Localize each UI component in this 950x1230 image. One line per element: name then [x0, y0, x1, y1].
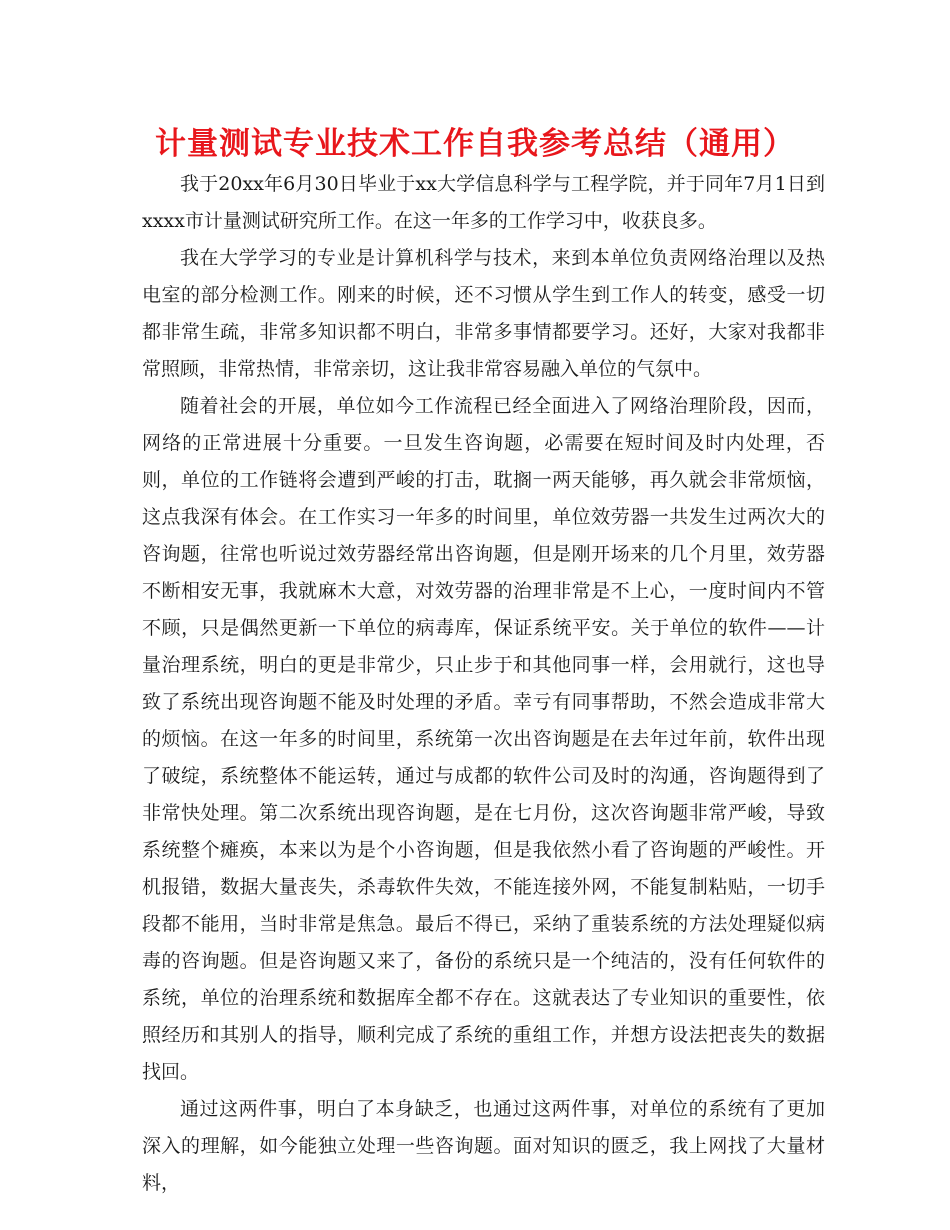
paragraph: 随着社会的开展，单位如今工作流程已经全面进入了网络治理阶段，因而，网络的正常进展十分重要。一旦发生咨询题，必需要在短时间及时内处理，否则，单位的工作链将会遭到严峻的打击，耽搁一两天能够，再久就会非常烦恼，这点我深有体会。在工作实习一年多的时间里，单位效劳器一共发生过两次大的咨询题，往常也听说过效劳器经常出咨询题，但是刚开场来的几个月里，效劳器不断相安无事，我就麻木大意，对效劳器的治理非常是不上心，一度时间内不管不顾，只是偶然更新一下单位的病毒库，保证系统平安。关于单位的软件——计量治理系统，明白的更是非常少，只止步于和其他同事一样，会用就行，这也导致了系统出现咨询题不能及时处理的矛盾。幸亏有同事帮助，不然会造成非常大的烦恼。在这一年多的时间里，系统第一次出咨询题是在去年过年前，软件出现了破绽，系统整体不能运转，通过与成都的软件公司及时的沟通，咨询题得到了非常快处理。第二次系统出现咨询题，是在七月份，这次咨询题非常严峻，导致系统整个瘫痪，本来以为是个小咨询题，但是我依然小看了咨询题的严峻性。开机报错，数据大量丧失，杀毒软件失效，不能连接外网，不能复制粘贴，一切手段都不能用，当时非常是焦急。最后不得已，采纳了重装系统的方法处理疑似病毒的咨询题。但是咨询题又来了，备份的系统只是一个纯洁的，没有任何软件的系统，单位的治理系统和数据库全都不存在。这就表达了专业知识的重要性，依照经历和其别人的指导，顺利完成了系统的重组工作，并想方设法把丧失的数据找回。 — [142, 395, 825, 1083]
document-title: 计量测试专业技术工作自我参考总结（通用） — [155, 126, 795, 162]
document-body — [142, 166, 825, 1202]
paragraph: 我于20xx年6月30日毕业于xx大学信息科学与工程学院，并于同年7月1日到xxxx市计量测试研究所工作。在这一年多的工作学习中，收获良多。 — [142, 173, 825, 232]
paragraph: 通过这两件事，明白了本身缺乏，也通过这两件事，对单位的系统有了更加深入的理解，如今能独立处理一些咨询题。面对知识的匮乏，我上网找了大量材料， — [142, 1098, 825, 1194]
paragraph: 我在大学学习的专业是计算机科学与技术，来到本单位负责网络治理以及热电室的部分检测工作。刚来的时候，还不习惯从学生到工作人的转变，感受一切都非常生疏，非常多知识都不明白，非常多事情都要学习。还好，大家对我都非常照顾，非常热情，非常亲切，这让我非常容易融入单位的气氛中。 — [142, 247, 825, 380]
